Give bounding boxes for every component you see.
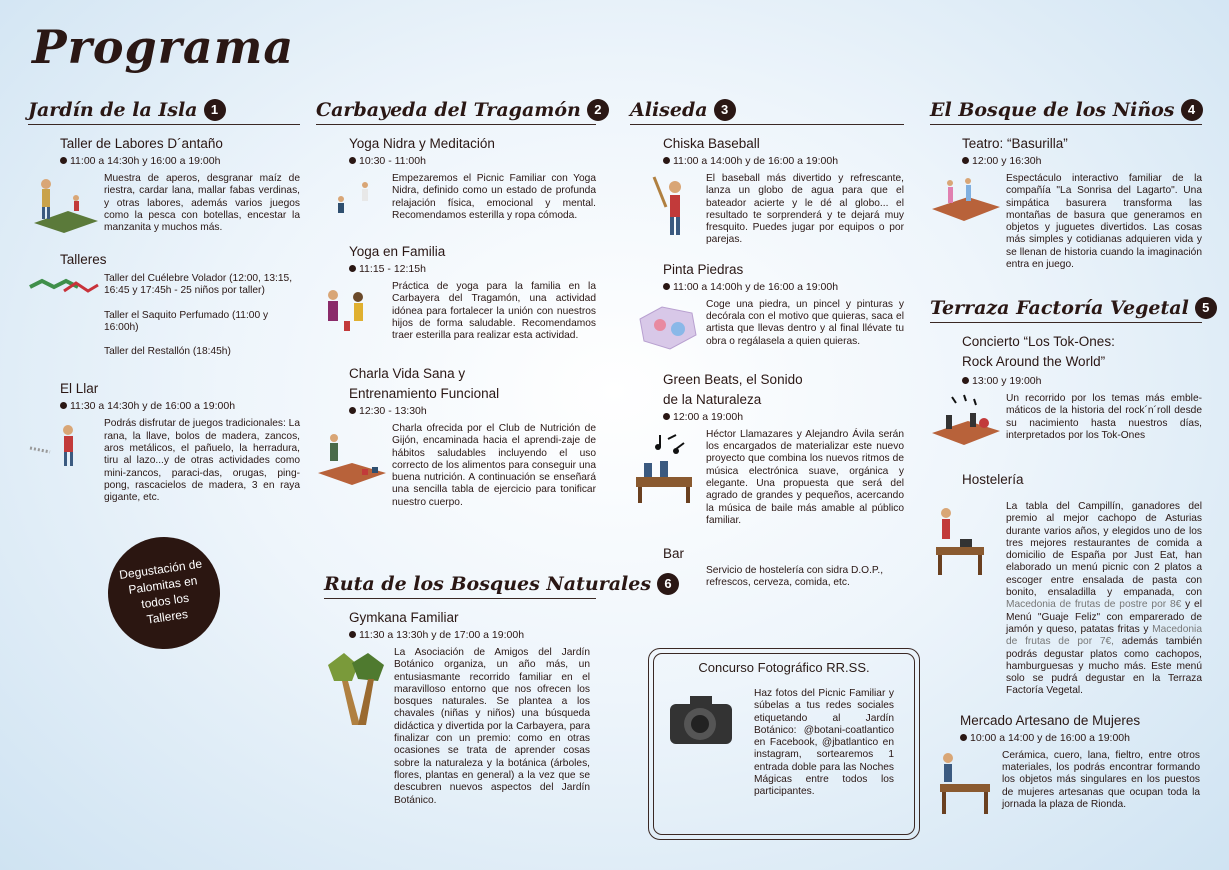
clock-icon (663, 413, 670, 420)
event-title: Charla Vida Sana y (349, 366, 466, 381)
section-number: 1 (204, 99, 226, 121)
camera-icon (664, 686, 744, 756)
event-time: 12:00 a 19:00h (663, 411, 904, 423)
section-header (930, 96, 1202, 125)
painted-stone-icon (630, 299, 702, 353)
event-title: Pinta Piedras (663, 261, 744, 277)
event-time: 11:30 a 14:30h y de 16:00 a 19:00h (60, 400, 300, 412)
section-header (930, 294, 1210, 323)
talleres-title: Talleres (60, 252, 107, 267)
section-title: Terraza Factoría Vegetal (930, 297, 1189, 319)
event-description: La Asociación de Amigos del Jardín Botánico organiza, un año más, un entusiasmante recorrido familiar en el maravilloso entorno que nos ofrecen los bosques naturales. Se plantea a los chavales (niñas y niños) una búsqueda didáctica y divertida por la Carbayera, para finalizar con un premio: como en otras ocasiones se trata de aprender cosas sobre la naturaleza y la botánica (árboles, flores, plantas en general) a la vez que se descubren nuevos aspectos del Jardín Botánico. (394, 647, 590, 806)
event-title: Concierto “Los Tok-Ones: (962, 334, 1115, 349)
clock-icon (349, 265, 356, 272)
section-title: Aliseda (630, 99, 708, 121)
clock-icon (663, 157, 670, 164)
craft-stall-icon (930, 750, 1002, 826)
dragon-kite-icon (28, 273, 100, 303)
section-number: 5 (1195, 297, 1217, 319)
event-time: 11:30 a 13:30h y de 17:00 a 19:00h (349, 629, 596, 641)
section-bosque-de-los-ninos (930, 96, 1202, 271)
event-title: Taller de Labores D´antaño (60, 136, 223, 151)
section-header (324, 570, 672, 599)
contest-description: Haz fotos del Picnic Familiar y súbelas a tus redes sociales etiquetando al Jardín Botánico: @botani-coatlantico en Facebook, @jbatlantico en instagram, sortearemos 1 entrada doble para las Noches Mágicas entre todos los participantes. (754, 688, 894, 798)
event-title: Chiska Baseball (663, 136, 760, 151)
event-title: Yoga Nidra y Meditación (349, 136, 495, 151)
farmer-illustration-icon (28, 173, 100, 235)
clock-icon (60, 157, 67, 164)
event-description: Charla ofrecida por el Club de Nutrición de Gijón, encaminada hacia el aprendi-zaje de hábitos saludables incluyendo el uso correcto de los alimentos para conseguir una buena nutrición. A continuación se enseñará una sencilla tabla de ejercicio para tonificar nuestro cuerpo. (392, 423, 596, 508)
taller-item: Taller del Restallón (18:45h) (104, 346, 231, 358)
event-title: Mercado Artesano de Mujeres (960, 712, 1141, 728)
family-yoga-icon (316, 281, 386, 347)
section-header (316, 96, 602, 125)
palomitas-badge: Degustación de Palomitas en todos los Talleres (101, 530, 227, 656)
trees-icon (324, 647, 388, 731)
section-title: El Bosque de los Niños (930, 99, 1175, 121)
event-time: 11:00 a 14:00h y de 16:00 a 19:00h (663, 281, 904, 293)
rock-band-icon (930, 393, 1002, 453)
event-title: Rock Around the World” (962, 354, 1106, 369)
section-header (28, 96, 300, 125)
clock-icon (962, 377, 969, 384)
event-description: La tabla del Campillín, ganadores del premio al mejor cachopo de Asturias durante varios años, y elegidos uno de los tres mejores restaurantes de comida a domicilio de España por Just Eat, han elaborado un menú picnic con 2 platos a escoger entre ensalada de pasta con bonito, ensaladilla y empanada, con Macedonia de frutas de postre por 8€ y el Menú "Guaje Feliz" con emparerado de jamón y queso, patatas fritas y Macedonia de frutas de por 7€, además también podrás degustar platos como cachopos, hamburguesas y mucho más. Este menú solo se pudrá degustar en la Terraza Factoría Vegetal. (1006, 501, 1202, 697)
event-time: 11:15 - 12:15h (349, 263, 596, 275)
meditation-figures-icon (316, 173, 386, 225)
event-title: Bar (663, 546, 685, 562)
event-description: Espectáculo interactivo familiar de la compañía "La Sonrisa del Lagarto". Una simpática basurera transforma las montañas de basura que generamos en objetos y juguetes divertidos. Las cosas más simples y cotidianas adquieren vida y se llenan de historia cuando la imaginación entra en juego. (1006, 173, 1202, 271)
event-time: 10:30 - 11:00h (349, 155, 596, 167)
theater-stage-icon (930, 173, 1002, 233)
waiter-table-icon (930, 491, 1002, 581)
event-description: Podrás disfrutar de juegos tradicionales: La rana, la llave, bolos de madera, zancos, aros metálicos, el pañuelo, la herradura, tiru al lazo...y de otras actividades como mini-zancos, paraci-das, orugas, ping-pong, rascacielos de madera, 3 en raya gigante, etc. (104, 418, 300, 504)
event-title: Green Beats, el Sonido (663, 371, 803, 387)
section-title: Carbayeda del Tragamón (316, 99, 581, 121)
event-time: 13:00 y 19:00h (962, 375, 1202, 387)
event-description: Empezaremos el Picnic Familiar con Yoga Nidra, definido como un estado de profunda relajación física, emocional y mental. Recomendamos esterilla y ropa cómoda. (392, 173, 596, 221)
section-title: Jardín de la Isla (28, 99, 198, 121)
event-title: Gymkana Familiar (349, 610, 459, 625)
section-aliseda (630, 96, 904, 590)
section-title: Ruta de los Bosques Naturales (324, 573, 652, 595)
page-title: Programa (32, 20, 295, 74)
event-description: El baseball más divertido y refrescante, lanza un globo de agua para que el bateador acierte y le dé al globo... el resultado te sorprenderá y te dejará muy fresquito. Puedes jugar por equipos o por parejas. (706, 173, 904, 246)
taller-item: Taller el Saquito Perfumado (11:00 y 16:00h) (104, 309, 269, 333)
event-time: 12:30 - 13:30h (349, 405, 596, 417)
clock-icon (349, 157, 356, 164)
event-description: Coge una piedra, un pincel y pinturas y decórala con el motivo que quieras, saca el artista que llevas dentro y al final llévate tu obra o regálasela a quien quieras. (706, 298, 904, 347)
child-playing-icon (28, 418, 100, 478)
event-time: 11:00 a 14:00h y de 16:00 a 19:00h (663, 155, 904, 167)
section-header (630, 96, 904, 125)
event-title: Entrenamiento Funcional (349, 386, 500, 401)
clock-icon (349, 407, 356, 414)
event-time: 10:00 a 14:00 y de 16:00 a 19:00h (960, 732, 1202, 744)
section-number: 2 (587, 99, 609, 121)
taller-item: Taller del Cuélebre Volador (12:00, 13:15, 16:45 y 17:45h - 25 niños por taller) (104, 273, 293, 297)
clock-icon (960, 734, 967, 741)
event-title: de la Naturaleza (663, 391, 762, 407)
dj-booth-icon (630, 429, 702, 509)
event-description: Práctica de yoga para la familia en la Carbayera del Tragamón, una actividad idónea para fortalecer la unión con nuestros hijos de forma saludable. Recomendamos traer esterilla para realizar esta actividad. (392, 281, 596, 342)
section-number: 6 (657, 573, 679, 595)
event-title: Yoga en Familia (349, 244, 446, 259)
clock-icon (663, 283, 670, 290)
section-number: 3 (714, 99, 736, 121)
event-time: 11:00 a 14:30h y 16:00 a 19:00h (60, 155, 300, 167)
section-ruta-de-los-bosques (324, 570, 672, 807)
event-description: Un recorrido por los temas más emble-máticos de la historia del rock´n´roll desde su nacimiento hasta nuestros días, interpretados por los Tok-Ones (1006, 393, 1202, 441)
section-terraza-factoria-vegetal (930, 294, 1210, 826)
event-description: Muestra de aperos, desgranar maíz de riestra, cardar lana, mallar fabas verdinas, y otras labores, además varios juegos como la pesca con botellas, encestar la manzanita y muchos más. (104, 173, 300, 234)
section-number: 4 (1181, 99, 1203, 121)
event-title: Hostelería (962, 472, 1024, 487)
event-title: El Llar (60, 381, 99, 397)
photo-contest-box (648, 648, 920, 840)
clock-icon (349, 631, 356, 638)
fitness-class-icon (316, 423, 388, 493)
event-description: Cerámica, cuero, lana, fieltro, entre otros materiales, los podrás encontrar formando los objetos más singulares en los puestos de mujeres artesanas que ocupan toda la jornada la plaza de Rionda. (1002, 749, 1200, 810)
event-description: Servicio de hostelería con sidra D.O.P., refrescos, cerveza, comida, etc. (706, 565, 884, 589)
event-title: Teatro: “Basurilla” (962, 136, 1068, 151)
event-time: 12:00 y 16:30h (962, 155, 1202, 167)
clock-icon (60, 402, 67, 409)
section-jardin-de-la-isla (28, 96, 300, 505)
clock-icon (962, 157, 969, 164)
contest-title: Concurso Fotográfico RR.SS. (698, 660, 870, 675)
event-description: Héctor Llamazares y Alejandro Ávila serán los encargados de materializar este nuevo proyecto que combina los nuevos ritmos de música electrónica suave, orgánica y elegante. Una propuesta que será del agrado de grandes y pequeños, acercando la música de baile más amable al público familiar. (706, 428, 904, 526)
section-carbayeda-del-tragamon (316, 96, 602, 509)
baseball-player-icon (630, 173, 702, 243)
